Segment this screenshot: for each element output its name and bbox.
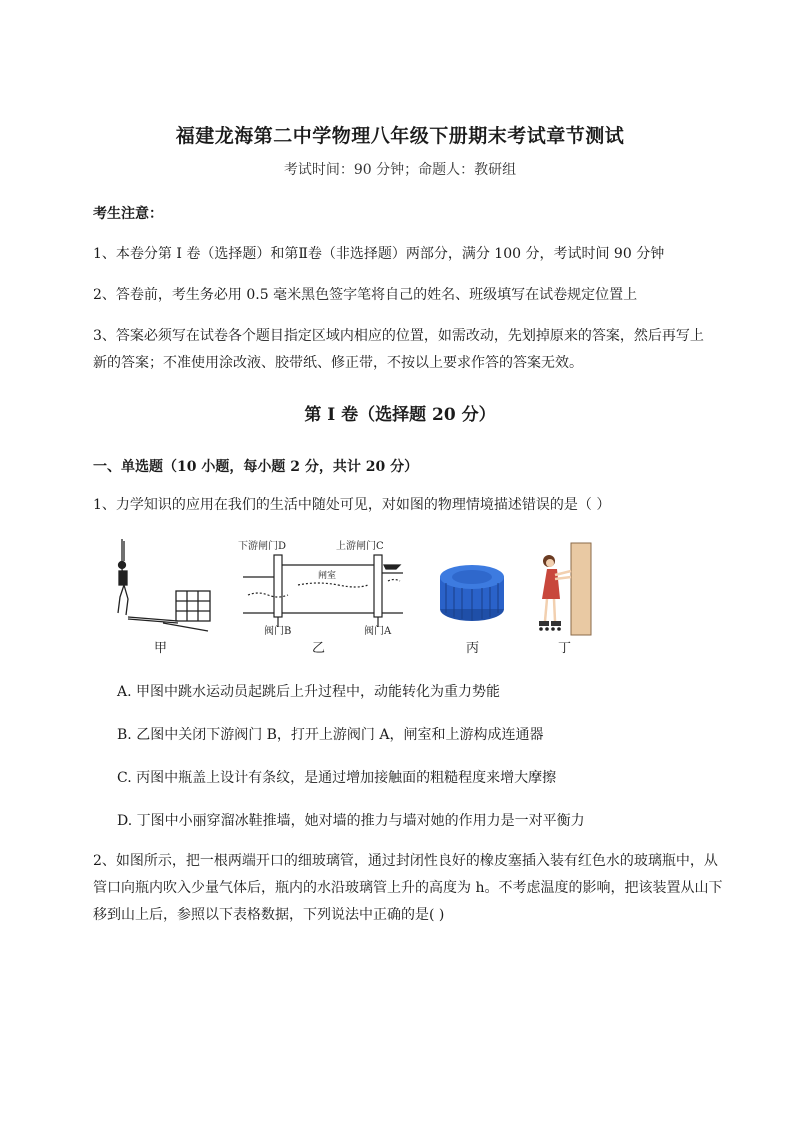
lock-chamber-label: 闸室	[318, 571, 337, 581]
valve-b-label: 阀门B	[264, 626, 292, 635]
upstream-gate-label: 上游闸门C	[336, 541, 384, 552]
question-1-figure	[108, 535, 598, 655]
notice-item-3: 3、答案必须写在试卷各个题目指定区域内相应的位置，如需改动，先划掉原来的答案，然后再写上新的答案；不准使用涂改液、胶带纸、修正带，不按以上要求作答的答案无效。	[93, 328, 704, 371]
figure-label-jia: 甲	[154, 641, 168, 656]
diver-illustration	[108, 535, 218, 635]
question-1-option-b: B. 乙图中关闭下游阀门 B，打开上游阀门 A，闸室和上游构成连通器	[117, 727, 544, 743]
bottle-cap-illustration	[436, 557, 508, 627]
notice-item-2: 2、答卷前，考生务必用 0.5 毫米黑色签字笔将自己的姓名、班级填写在试卷规定位置上	[93, 287, 638, 303]
downstream-gate-label: 下游闸门D	[238, 541, 287, 552]
question-1-stem: 1、力学知识的应用在我们的生活中随处可见，对如图的物理情境描述错误的是（ ）	[93, 497, 611, 513]
section-title: 第 I 卷（选择题 20 分）	[304, 405, 496, 425]
figure-label-yi: 乙	[312, 641, 326, 656]
question-1-option-c: C. 丙图中瓶盖上设计有条纹，是通过增加接触面的粗糙程度来增大摩擦	[117, 770, 557, 786]
page-title: 福建龙海第二中学物理八年级下册期末考试章节测试	[175, 125, 625, 147]
exam-info: 考试时间：90 分钟；命题人：教研组	[283, 162, 517, 178]
part-heading: 一、单选题（10 小题，每小题 2 分，共计 20 分）	[93, 459, 419, 475]
notice-heading: 考生注意：	[93, 206, 163, 222]
figure-label-bing: 丙	[466, 641, 480, 656]
question-2-stem: 2、如图所示，把一根两端开口的细玻璃管，通过封闭性良好的橡皮塞插入装有红色水的玻璃瓶中，从管口向瓶内吹入少量气体后，瓶内的水沿玻璃管上升的高度为 h。不考虑温度的影响，把该装置从山下移到山上后，参照以下表格数据，下列说法中正确的是( )	[93, 853, 723, 923]
question-1-option-d: D. 丁图中小丽穿溜冰鞋推墙，她对墙的推力与墙对她的作用力是一对平衡力	[117, 813, 585, 829]
valve-a-label: 阀门A	[364, 626, 392, 635]
ship-lock-illustration	[238, 535, 408, 635]
girl-pushing-wall-illustration	[533, 541, 593, 637]
question-1-option-a: A. 甲图中跳水运动员起跳后上升过程中，动能转化为重力势能	[117, 684, 501, 700]
notice-item-1: 1、本卷分第 I 卷（选择题）和第Ⅱ卷（非选择题）两部分，满分 100 分，考试时间 90 分钟	[93, 246, 665, 262]
figure-label-ding: 丁	[558, 641, 572, 656]
